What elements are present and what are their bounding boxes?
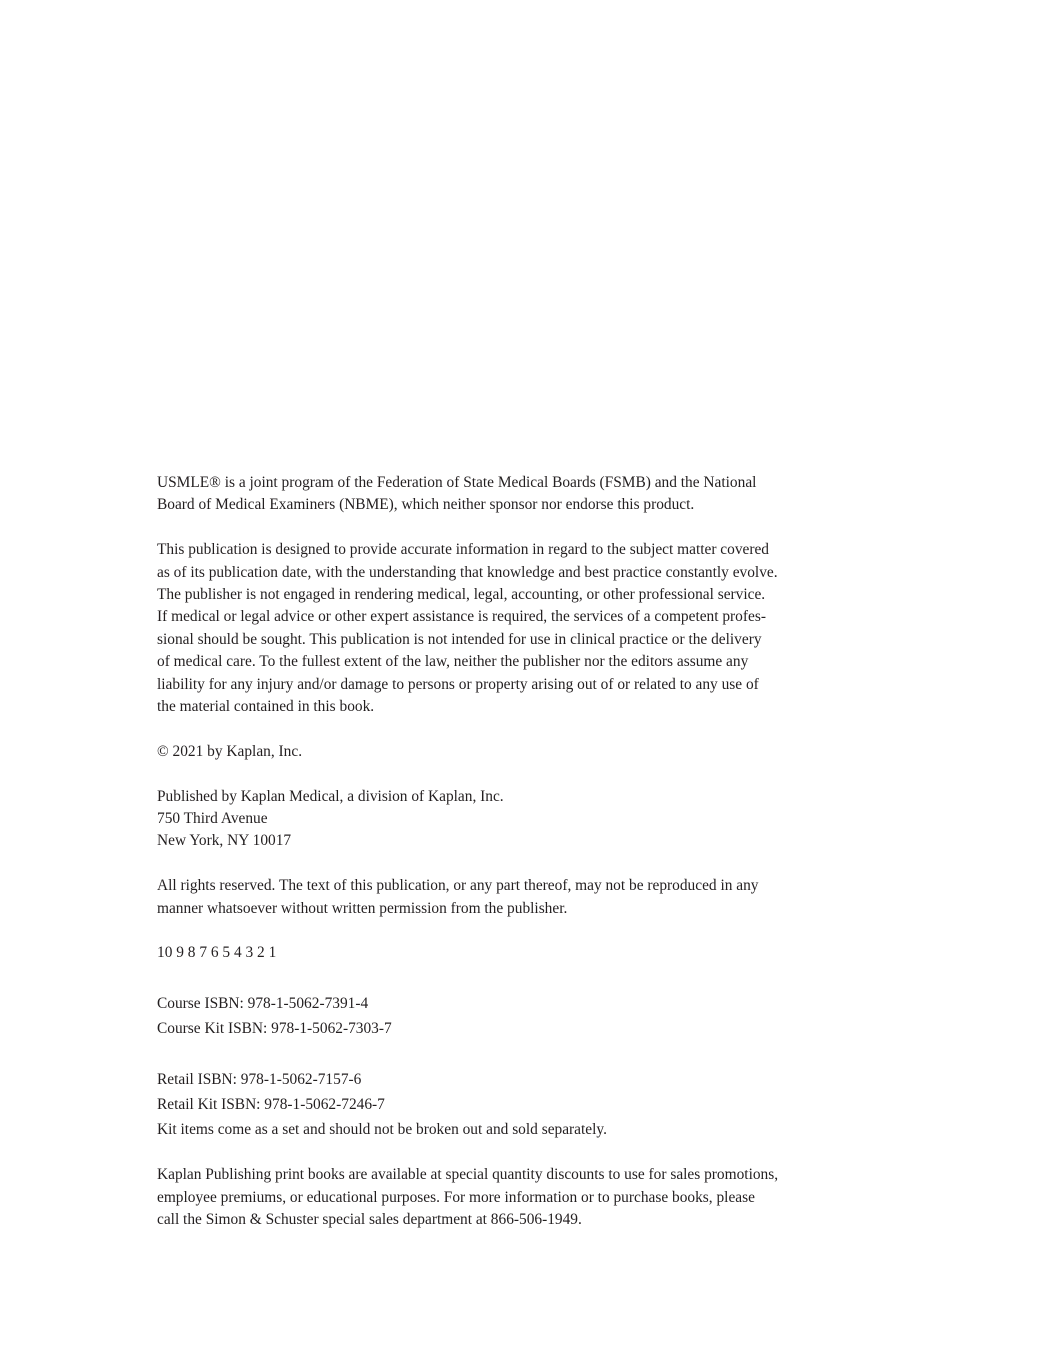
sales-line: call the Simon & Schuster special sales department at 866-506-1949.: [157, 1211, 582, 1229]
sales-paragraph: [157, 1164, 877, 1231]
disclaimer-line: The publisher is not engaged in rendering medical, legal, accounting, or other professional service.: [157, 586, 766, 604]
print-line: 10 9 8 7 6 5 4 3 2 1: [157, 944, 277, 962]
retail-kit-isbn: Retail Kit ISBN: 978-1-5062-7246-7: [157, 1095, 385, 1113]
course-kit-isbn: Course Kit ISBN: 978-1-5062-7303-7: [157, 1019, 392, 1037]
kit-note: Kit items come as a set and should not be broken out and sold separately.: [157, 1120, 607, 1138]
rights-paragraph: [157, 875, 877, 920]
sales-line: employee premiums, or educational purposes. For more information or to purchase books, please: [157, 1188, 755, 1206]
course-isbn: Course ISBN: 978-1-5062-7391-4: [157, 994, 369, 1012]
publisher-city: New York, NY 10017: [157, 832, 292, 850]
usmle-notice: [157, 472, 877, 517]
disclaimer-line: as of its publication date, with the understanding that knowledge and best practice constantly evolve.: [157, 563, 778, 581]
disclaimer-paragraph: [157, 539, 877, 718]
publisher-street: 750 Third Avenue: [157, 810, 268, 828]
rights-line: manner whatsoever without written permission from the publisher.: [157, 899, 568, 917]
course-isbn-block: [157, 991, 877, 1041]
publisher-block: [157, 786, 877, 853]
copyright-line: © 2021 by Kaplan, Inc.: [157, 742, 303, 760]
retail-isbn: Retail ISBN: 978-1-5062-7157-6: [157, 1070, 362, 1088]
copyright-page-content: [157, 472, 877, 1231]
retail-isbn-block: [157, 1067, 877, 1142]
disclaimer-line: of medical care. To the fullest extent of the law, neither the publisher nor the editors assume any: [157, 653, 749, 671]
disclaimer-line: This publication is designed to provide accurate information in regard to the subject matter covered: [157, 541, 770, 559]
disclaimer-line: sional should be sought. This publication is not intended for use in clinical practice or the delivery: [157, 630, 762, 648]
usmle-notice-line: Board of Medical Examiners (NBME), which neither sponsor nor endorse this product.: [157, 496, 695, 514]
disclaimer-line: the material contained in this book.: [157, 698, 375, 716]
disclaimer-line: If medical or legal advice or other expert assistance is required, the services of a competent profes-: [157, 608, 766, 626]
publisher-name: Published by Kaplan Medical, a division of Kaplan, Inc.: [157, 787, 504, 805]
rights-line: All rights reserved. The text of this publication, or any part thereof, may not be reproduced in any: [157, 877, 759, 895]
disclaimer-line: liability for any injury and/or damage to persons or property arising out of or related to any use of: [157, 675, 759, 693]
sales-line: Kaplan Publishing print books are available at special quantity discounts to use for sales promotions,: [157, 1166, 779, 1184]
usmle-notice-line: USMLE® is a joint program of the Federation of State Medical Boards (FSMB) and the National: [157, 474, 757, 491]
